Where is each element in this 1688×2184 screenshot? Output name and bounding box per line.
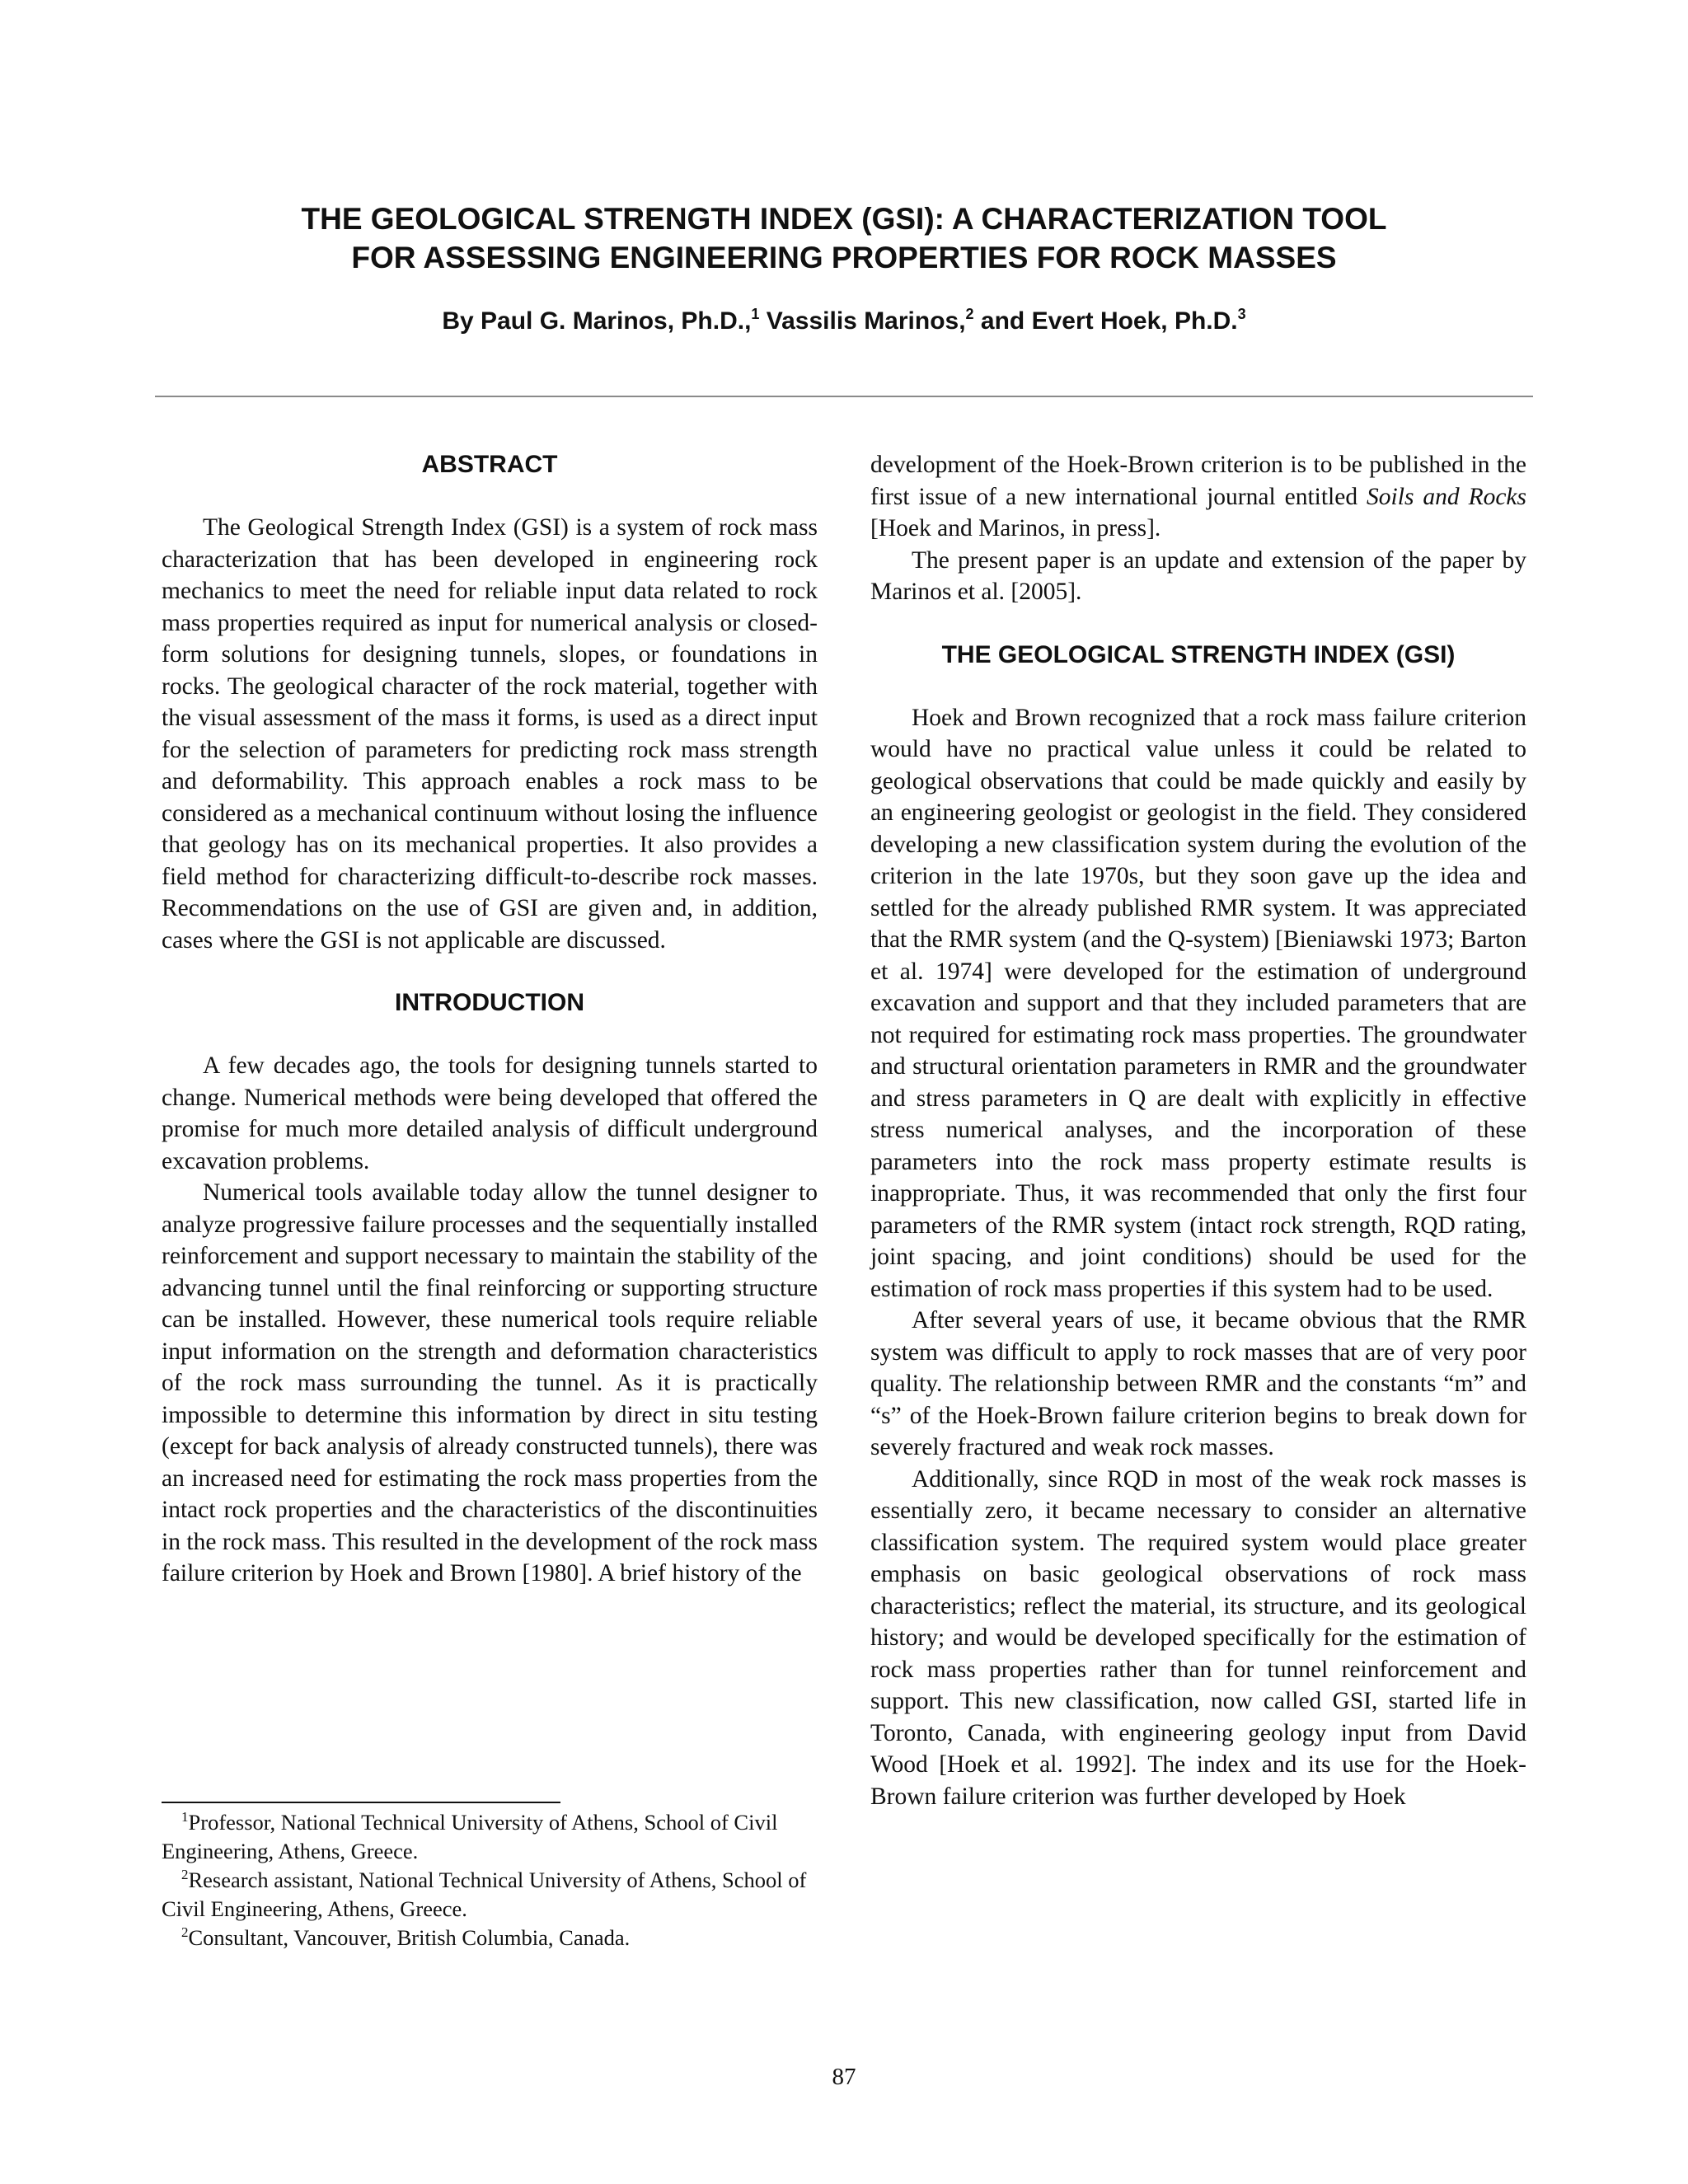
footnote-2-text: Research assistant, National Technical University of Athens, School of Civil Engineering, Athens, Greece. [162, 1868, 807, 1921]
footnotes [162, 1802, 818, 1952]
author-3-mark: 3 [1237, 306, 1246, 322]
footnote-3-text: Consultant, Vancouver, British Columbia, Canada. [188, 1925, 631, 1950]
gsi-heading: THE GEOLOGICAL STRENGTH INDEX (GSI) [941, 640, 1456, 668]
journal-title: Soils and Rocks [1367, 483, 1527, 510]
intro-paragraph-2: Numerical tools available today allow the tunnel designer to analyze progressive failure processes and the sequentially installed reinforcement and support necessary to maintain the stability of the advancing tunnel until the final reinforcing or supporting structure can be installed. However, these numerical tools require reliable input information on the strength and deformation characteristics of the rock mass surrounding the tunnel. As it is practically impossible to determine this information by direct in situ testing (except for back analysis of already constructed tunnels), there was an increased need for estimating the rock mass properties from the intact rock properties and the characteristics of the discontinuities in the rock mass. This resulted in the development of the rock mass failure criterion by Hoek and Brown [1980]. A brief history of the [162, 1179, 818, 1586]
author-1-mark: 1 [751, 306, 760, 322]
footnote-3-mark: 2 [181, 1924, 189, 1940]
title-line-1: THE GEOLOGICAL STRENGTH INDEX (GSI): A CHARACTERIZATION TOOL [301, 202, 1387, 236]
intro-paragraph-3 [870, 449, 1526, 545]
footnote-1-mark: 1 [181, 1809, 189, 1825]
footnote-2 [162, 1866, 818, 1924]
left-column [162, 449, 818, 1590]
footnote-2-mark: 2 [181, 1867, 189, 1882]
intro-paragraph-3-end: [Hoek and Marinos, in press]. [870, 515, 1161, 541]
author-2: Vassilis Marinos, [759, 307, 966, 335]
footnote-3 [162, 1924, 818, 1952]
gsi-paragraph-1: Hoek and Brown recognized that a rock mass failure criterion would have no practical value unless it could be related to geological observations that could be made quickly and easily by an engineering geologist or geologist in the field. They considered developing a new classification system during the evolution of the criterion in the late 1970s, but they soon gave up the idea and settled for the already published RMR system. It was appreciated that the RMR system (and the Q-system) [Bieniawski 1973; Barton et al. 1974] were developed for the estimation of underground excavation and support and that they included parameters that are not required for estimating rock mass properties. The groundwater and structural orientation parameters in RMR and the groundwater and stress parameters in Q are dealt with explicitly in effective stress numerical analyses, and the incorporation of these parameters into the rock mass property estimate results is inappropriate. Thus, it was recommended that only the first four parameters of the RMR system (intact rock strength, RQD rating, joint spacing, and joint conditions) should be used for the estimation of rock mass properties if this system had to be used. [870, 704, 1526, 1302]
intro-paragraph-1: A few decades ago, the tools for designing tunnels started to change. Numerical methods were being developed that offered the promise for much more detailed analysis of difficult underground excavation problems. [162, 1052, 818, 1174]
abstract-text: The Geological Strength Index (GSI) is a system of rock mass characterization that has been developed in engineering rock mechanics to meet the need for reliable input data related to rock mass properties required as input for numerical analysis or closed-form solutions for designing tunnels, slopes, or foundations in rocks. The geological character of the rock material, together with the visual assessment of the mass it forms, is used as a direct input for the selection of parameters for predicting rock mass strength and deformability. This approach enables a rock mass to be considered as a mechanical continuum without losing the influence that geology has on its mechanical properties. It also provides a field method for characterizing difficult-to-describe rock masses. Recommendations on the use of GSI are given and, in addition, cases where the GSI is not applicable are discussed. [162, 514, 818, 954]
intro-paragraph-4: The present paper is an update and extension of the paper by Marinos et al. [2005]. [870, 546, 1526, 605]
author-1: By Paul G. Marinos, Ph.D., [442, 307, 752, 335]
footnote-1 [162, 1808, 818, 1866]
introduction-heading: INTRODUCTION [395, 989, 584, 1016]
paper-title [148, 199, 1540, 277]
page-number: 87 [832, 2064, 856, 2090]
gsi-paragraph-3: Additionally, since RQD in most of the weak rock masses is essentially zero, it became necessary to consider an alternative classification system. The required system would place greater emphasis on basic geological observations of rock mass characteristics; reflect the material, its structure, and its geological history; and would be developed specifically for the estimation of rock mass properties rather than for tunnel reinforcement and support. This new classification, now called GSI, started life in Toronto, Canada, with engineering geology input from David Wood [Hoek et al. 1992]. The index and its use for the Hoek-Brown failure criterion was further developed by Hoek [870, 1465, 1526, 1810]
author-byline [148, 305, 1540, 338]
header-divider [155, 396, 1533, 397]
author-3: and Evert Hoek, Ph.D. [973, 307, 1238, 335]
abstract-heading: ABSTRACT [421, 451, 558, 478]
right-column [870, 449, 1526, 1812]
gsi-paragraph-2: After several years of use, it became obvious that the RMR system was difficult to apply to rock masses that are of very poor quality. The relationship between RMR and the constants “m” and “s” of the Hoek-Brown failure criterion begins to break down for severely fractured and weak rock masses. [870, 1307, 1526, 1460]
footnote-1-text: Professor, National Technical University of Athens, School of Civil Engineering, Athens, Greece. [162, 1810, 778, 1863]
title-line-2: FOR ASSESSING ENGINEERING PROPERTIES FOR ROCK MASSES [351, 241, 1337, 274]
author-2-mark: 2 [965, 306, 974, 322]
footnote-divider [162, 1802, 560, 1803]
intro-paragraph-3-start: development of the Hoek-Brown criterion is to be published in the first issue of a new international journal entitled [870, 452, 1526, 510]
